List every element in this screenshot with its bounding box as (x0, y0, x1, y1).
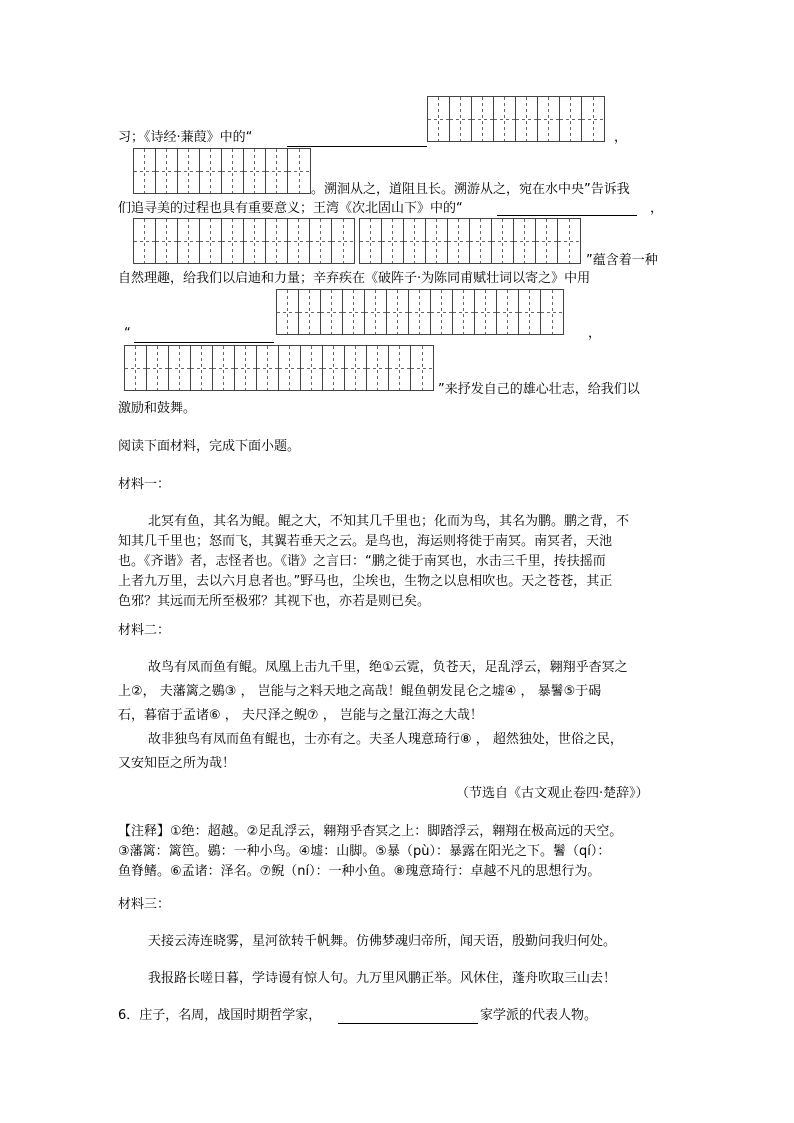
answer-grid-1[interactable] (427, 96, 605, 142)
note-line: 【注释】①绝：超越。②足乱浮云，翱翔乎杳冥之上：脚踏浮云，翱翔在极高远的天空。 (118, 824, 623, 839)
material2-heading: 材料二： (118, 623, 171, 638)
note-line: ③藩篱：篱笆。鷃：一种小鸟。④墟：山脚。⑤暴（pù）：暴露在阳光之下。鬐（qí）： (118, 844, 611, 859)
material2-line: 故鸟有凤而鱼有鲲。凤凰上击九千里，绝①云霓，负苍天，足乱浮云，翱翔乎杳冥之 (148, 660, 628, 675)
text-line-4: ”蕴含着一种 (586, 253, 658, 268)
material1-line: 北冥有鱼，其名为鲲。鲲之大，不知其几千里也；化而为鸟，其名为鹏。鹏之背，不 (148, 514, 630, 529)
answer-grid-3[interactable] (133, 218, 355, 264)
material1-heading: 材料一： (118, 477, 171, 492)
material2-line: 又安知臣之所为哉！ (118, 756, 236, 771)
text-line-5: 自然理趣，给我们以启迪和力量；辛弃疾在《破阵子·为陈同甫赋壮词以寄之》中用 (118, 271, 591, 286)
material1-line: 也。《齐谐》者，志怪者也。《谐》之言曰：“鹏之徙于南冥也，水击三千里，抟扶摇而 (118, 554, 606, 569)
text-line-1: 习；《诗经·蒹葭》中的“ (118, 130, 253, 145)
material1-body (118, 512, 678, 612)
open-quote: “ (124, 326, 131, 341)
question6-prefix: 6．庄子，名周，战国时期哲学家， (118, 1008, 322, 1023)
text-line-3: 们追寻美的过程也具有重要意义；王湾《次北固山下》中的“ (118, 201, 463, 216)
text-line-8: 激励和鼓舞。 (118, 401, 197, 416)
material3-heading: 材料三： (118, 897, 171, 912)
material2-line: 上②， 夫藩篱之鷃③ ， 岂能与之料天地之高哉！鲲鱼朝发昆仑之墟④ ， 暴鬐⑤于碣 (118, 684, 602, 699)
instruction: 阅读下面材料，完成下面小题。 (118, 439, 301, 454)
material2-p2 (118, 728, 678, 776)
material2-line: 石，暮宿于孟诸⑥ ， 夫尺泽之鲵⑦ ， 岂能与之量江海之大哉！ (118, 708, 483, 723)
answer-blank-2[interactable] (497, 215, 637, 216)
notes (118, 822, 698, 882)
answer-grid-4[interactable] (359, 218, 581, 264)
material2-line: 故非独鸟有凤而鱼有鲲也，士亦有之。夫圣人瑰意琦行⑧ ， 超然独处，世俗之民， (148, 732, 623, 747)
comma-1: ， (614, 130, 628, 145)
answer-grid-6[interactable] (124, 345, 434, 391)
material2-source: （节选自《古文观止卷四·楚辞》） (456, 786, 649, 801)
material1-line: 色邪？其远而无所至极邪？其视下也，亦若是则已矣。 (118, 594, 431, 609)
question6-answer-blank[interactable] (338, 1023, 478, 1024)
material3-line-2: 我报路长嗟日暮，学诗谩有惊人句。九万里风鹏正举。风休住，蓬舟吹取三山去！ (148, 971, 617, 986)
answer-blank-3[interactable] (134, 342, 274, 343)
text-line-2: 。溯洄从之，道阻且长。溯游从之，宛在水中央”告诉我 (311, 182, 630, 197)
material3-line-1: 天接云涛连晓雾，星河欲转千帆舞。仿佛梦魂归帝所，闻天语，殷勤问我归何处。 (148, 934, 617, 949)
note-line: 鱼脊鳍。⑥孟诸：泽名。⑦鲵（ní）：一种小鱼。⑧瑰意琦行：卓越不凡的思想行为。 (118, 864, 601, 879)
answer-blank-1[interactable] (287, 146, 427, 147)
material1-line: 知其几千里也；怒而飞，其翼若垂天之云。是鸟也，海运则将徙于南冥。南冥者，天池 (118, 534, 613, 549)
question6-suffix: 家学派的代表人物。 (480, 1008, 598, 1023)
answer-grid-5[interactable] (276, 289, 564, 335)
material2-p1 (118, 656, 678, 728)
text-line-7: ”来抒发自己的雄心壮志，给我们以 (438, 382, 640, 397)
material1-line: 上者九万里，去以六月息者也。”野马也，尘埃也，生物之以息相吹也。天之苍苍，其正 (118, 574, 613, 589)
answer-grid-2[interactable] (133, 148, 311, 194)
comma-2: ， (650, 201, 664, 216)
comma-3: ， (588, 326, 602, 341)
